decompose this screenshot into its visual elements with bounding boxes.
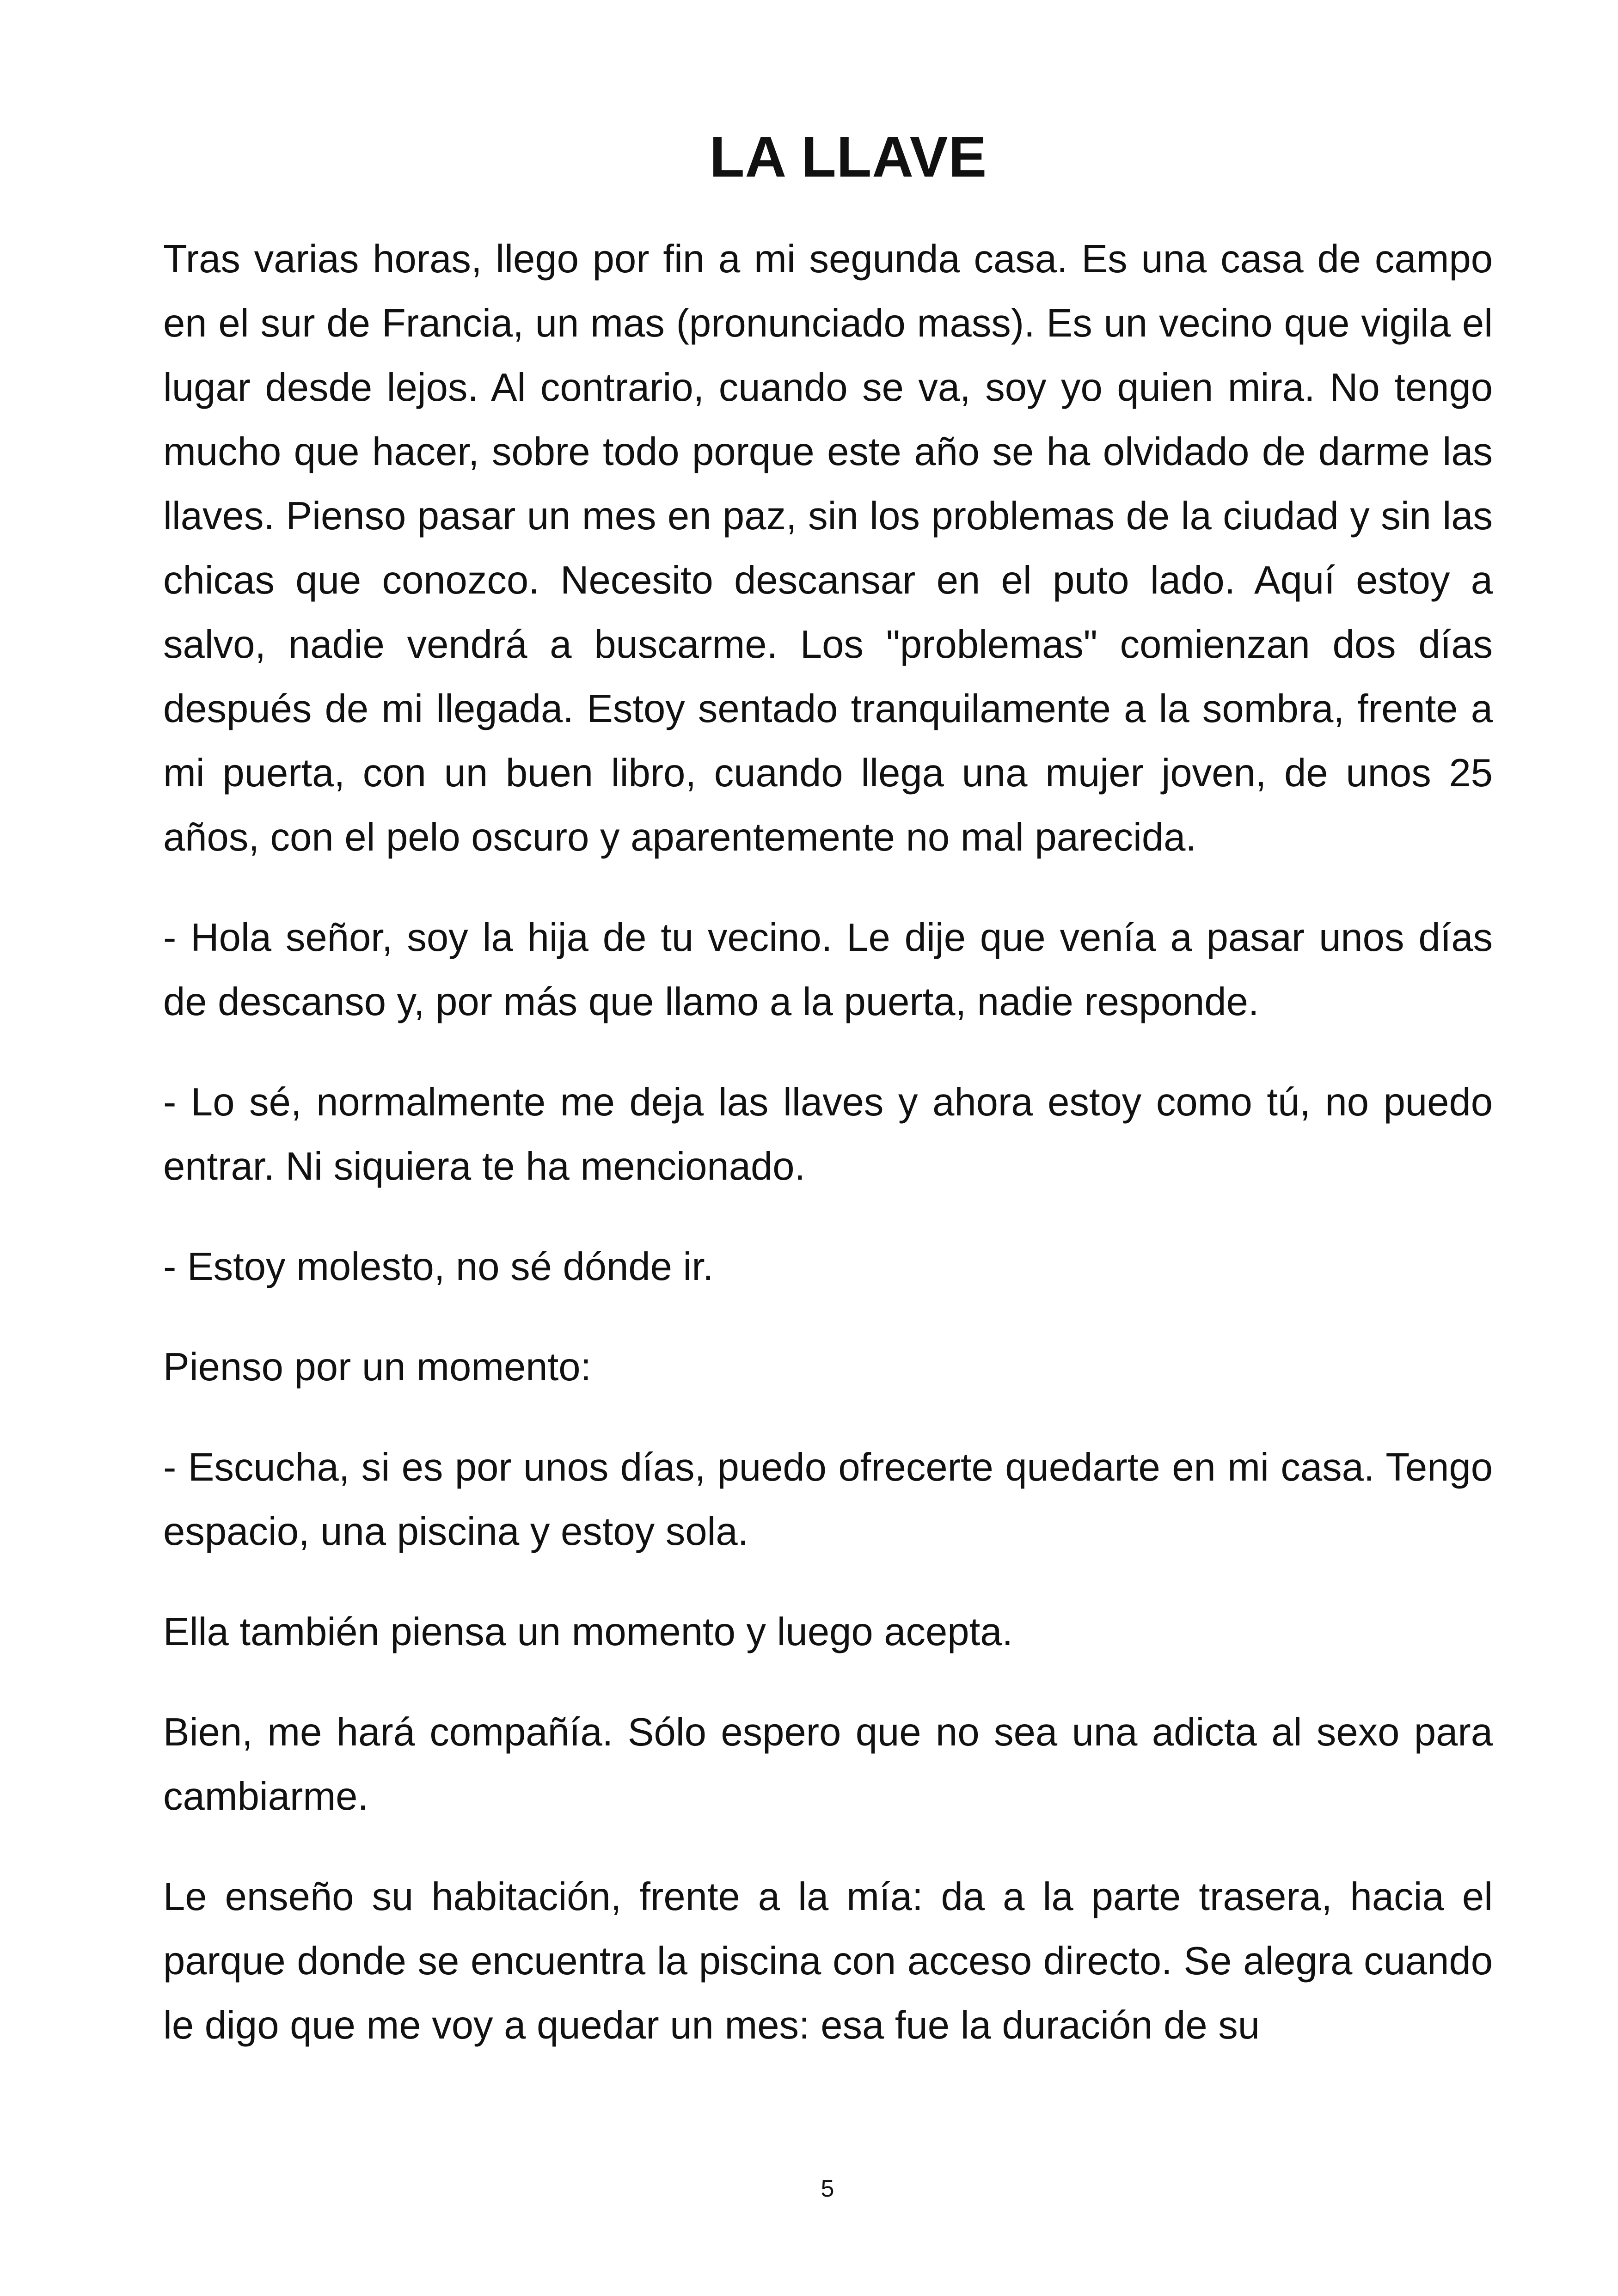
paragraph-1: Tras varias horas, llego por fin a mi segunda casa. Es una casa de campo en el sur de Francia, un mas (pronunciado mass). Es un vecino que vigila el lugar desde lejos. Al contrario, cuando se va, soy yo quien mira. No tengo mucho que hacer, sobre todo porque este año se ha olvidado de darme las llaves. Pienso pasar un mes en paz, sin los problemas de la ciudad y sin las chicas que conozco. Necesito descansar en el puto lado. Aquí estoy a salvo, nadie vendrá a buscarme. Los "problemas" comienzan dos días después de mi llegada. Estoy sentado tranquilamente a la sombra, frente a mi puerta, con un buen libro, cuando llega una mujer joven, de unos 25 años, con el pelo oscuro y aparentemente no mal parecida. — [163, 237, 1493, 859]
chapter-title: LA LLAVE — [709, 125, 987, 189]
paragraph-4: - Estoy molesto, no sé dónde ir. — [163, 1245, 714, 1289]
page-number: 5 — [821, 2175, 834, 2202]
body-text — [163, 227, 1493, 2057]
paragraph-9: Le enseño su habitación, frente a la mía: da a la parte trasera, hacia el parque donde se encuentra la piscina con acceso directo. Se alegra cuando le digo que me voy a quedar un mes: esa fue la duración de su — [163, 1875, 1493, 2047]
paragraph-2: - Hola señor, soy la hija de tu vecino. Le dije que venía a pasar unos días de descanso y, por más que llamo a la puerta, nadie responde. — [163, 916, 1493, 1024]
paragraph-7: Ella también piensa un momento y luego acepta. — [163, 1610, 1013, 1654]
paragraph-5: Pienso por un momento: — [163, 1345, 592, 1389]
paragraph-3: - Lo sé, normalmente me deja las llaves y ahora estoy como tú, no puedo entrar. Ni siquiera te ha mencionado. — [163, 1080, 1493, 1188]
paragraph-6: - Escucha, si es por unos días, puedo ofrecerte quedarte en mi casa. Tengo espacio, una piscina y estoy sola. — [163, 1445, 1493, 1554]
paragraph-8: Bien, me hará compañía. Sólo espero que no sea una adicta al sexo para cambiarme. — [163, 1710, 1493, 1818]
